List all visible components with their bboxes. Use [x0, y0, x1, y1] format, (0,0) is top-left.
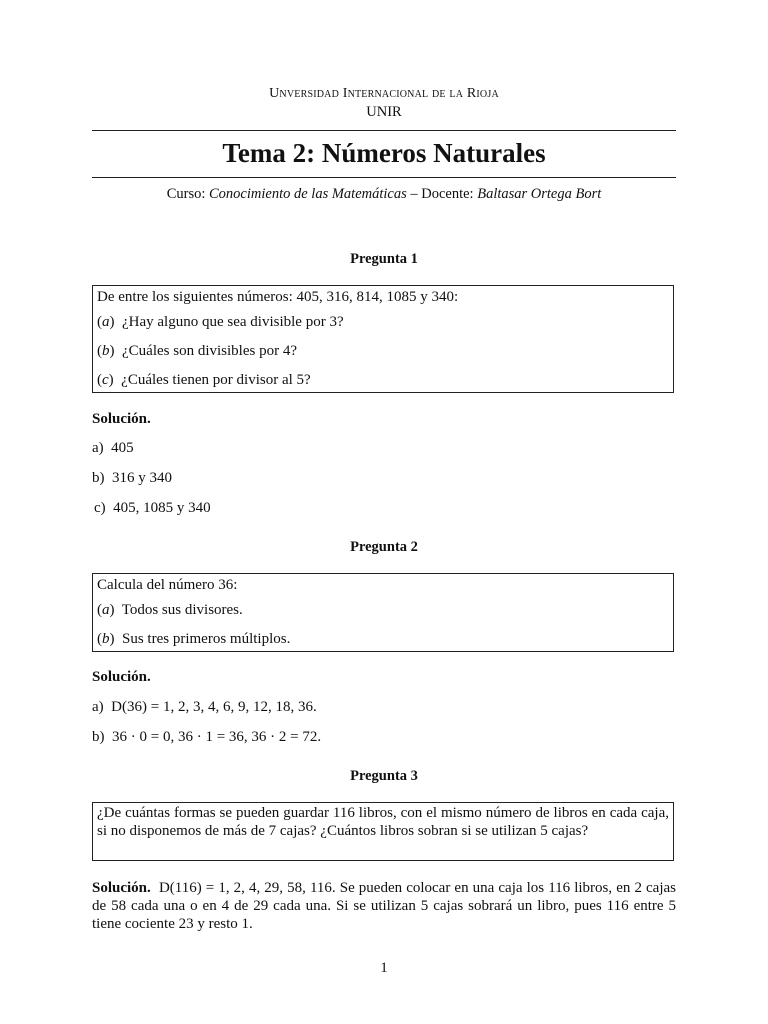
university-name: Unversidad Internacional de la Rioja — [269, 86, 499, 101]
course-name: Conocimiento de las Matemáticas — [209, 186, 407, 202]
question-2-heading: Pregunta 2 — [350, 539, 418, 555]
question-3-solution — [92, 879, 676, 933]
question-3-solution-label: Solución. — [92, 880, 151, 896]
question-1-item-b: (b) ¿Cuáles son divisibles por 4? — [97, 343, 297, 359]
dash: – — [410, 186, 418, 202]
teacher-name: Baltasar Ortega Bort — [477, 186, 602, 202]
question-1-solution-a: a) 405 — [92, 440, 134, 456]
university-abbr: UNIR — [366, 104, 402, 120]
question-3-solution-text: D(116) = 1, 2, 4, 29, 58, 116. Se pueden colocar en una caja los 116 libros, en 2 cajas de 58 cada una o en 4 de 29 cada una. Si se utilizan 5 cajas sobrará un libro, pues 116 entre 5 tiene cociente 23 y resto 1. — [92, 880, 676, 932]
question-2-intro: Calcula del número 36: — [97, 577, 238, 593]
question-2-solution-a: a) D(36) = 1, 2, 3, 4, 6, 9, 12, 18, 36. — [92, 699, 317, 715]
question-1-solution-label: Solución. — [92, 411, 151, 427]
question-2-solution-b: b) 36 · 0 = 0, 36 · 1 = 36, 36 · 2 = 72. — [92, 729, 322, 745]
question-1-intro: De entre los siguientes números: 405, 316, 814, 1085 y 340: — [97, 289, 459, 305]
question-3-box — [92, 802, 674, 861]
question-1-item-a: (a) ¿Hay alguno que sea divisible por 3? — [97, 314, 344, 330]
page-title: Tema 2: Números Naturales — [222, 138, 546, 168]
question-1-solution-c: c) 405, 1085 y 340 — [94, 500, 211, 516]
top-rule — [92, 130, 676, 131]
question-1-box — [92, 285, 674, 393]
question-1-heading: Pregunta 1 — [350, 251, 418, 267]
question-1-solution-b: b) 316 y 340 — [92, 470, 172, 486]
course-line — [0, 186, 768, 203]
question-2-item-a: (a) Todos sus divisores. — [97, 602, 243, 618]
page-number: 1 — [380, 960, 388, 976]
question-2-item-b: (b) Sus tres primeros múltiplos. — [97, 631, 291, 647]
question-2-solution-label: Solución. — [92, 669, 151, 685]
title-rule — [92, 177, 676, 178]
teacher-label: Docente: — [421, 186, 474, 202]
question-2-box — [92, 573, 674, 652]
question-1-item-c: (c) ¿Cuáles tienen por divisor al 5? — [97, 372, 311, 388]
course-label: Curso: — [166, 186, 206, 202]
question-3-statement: ¿De cuántas formas se pueden guardar 116 libros, con el mismo número de libros en cada caja, si no disponemos de más de 7 cajas? ¿Cuántos libros sobran si se utilizan 5 cajas? — [97, 805, 669, 839]
question-3-heading: Pregunta 3 — [350, 768, 418, 784]
